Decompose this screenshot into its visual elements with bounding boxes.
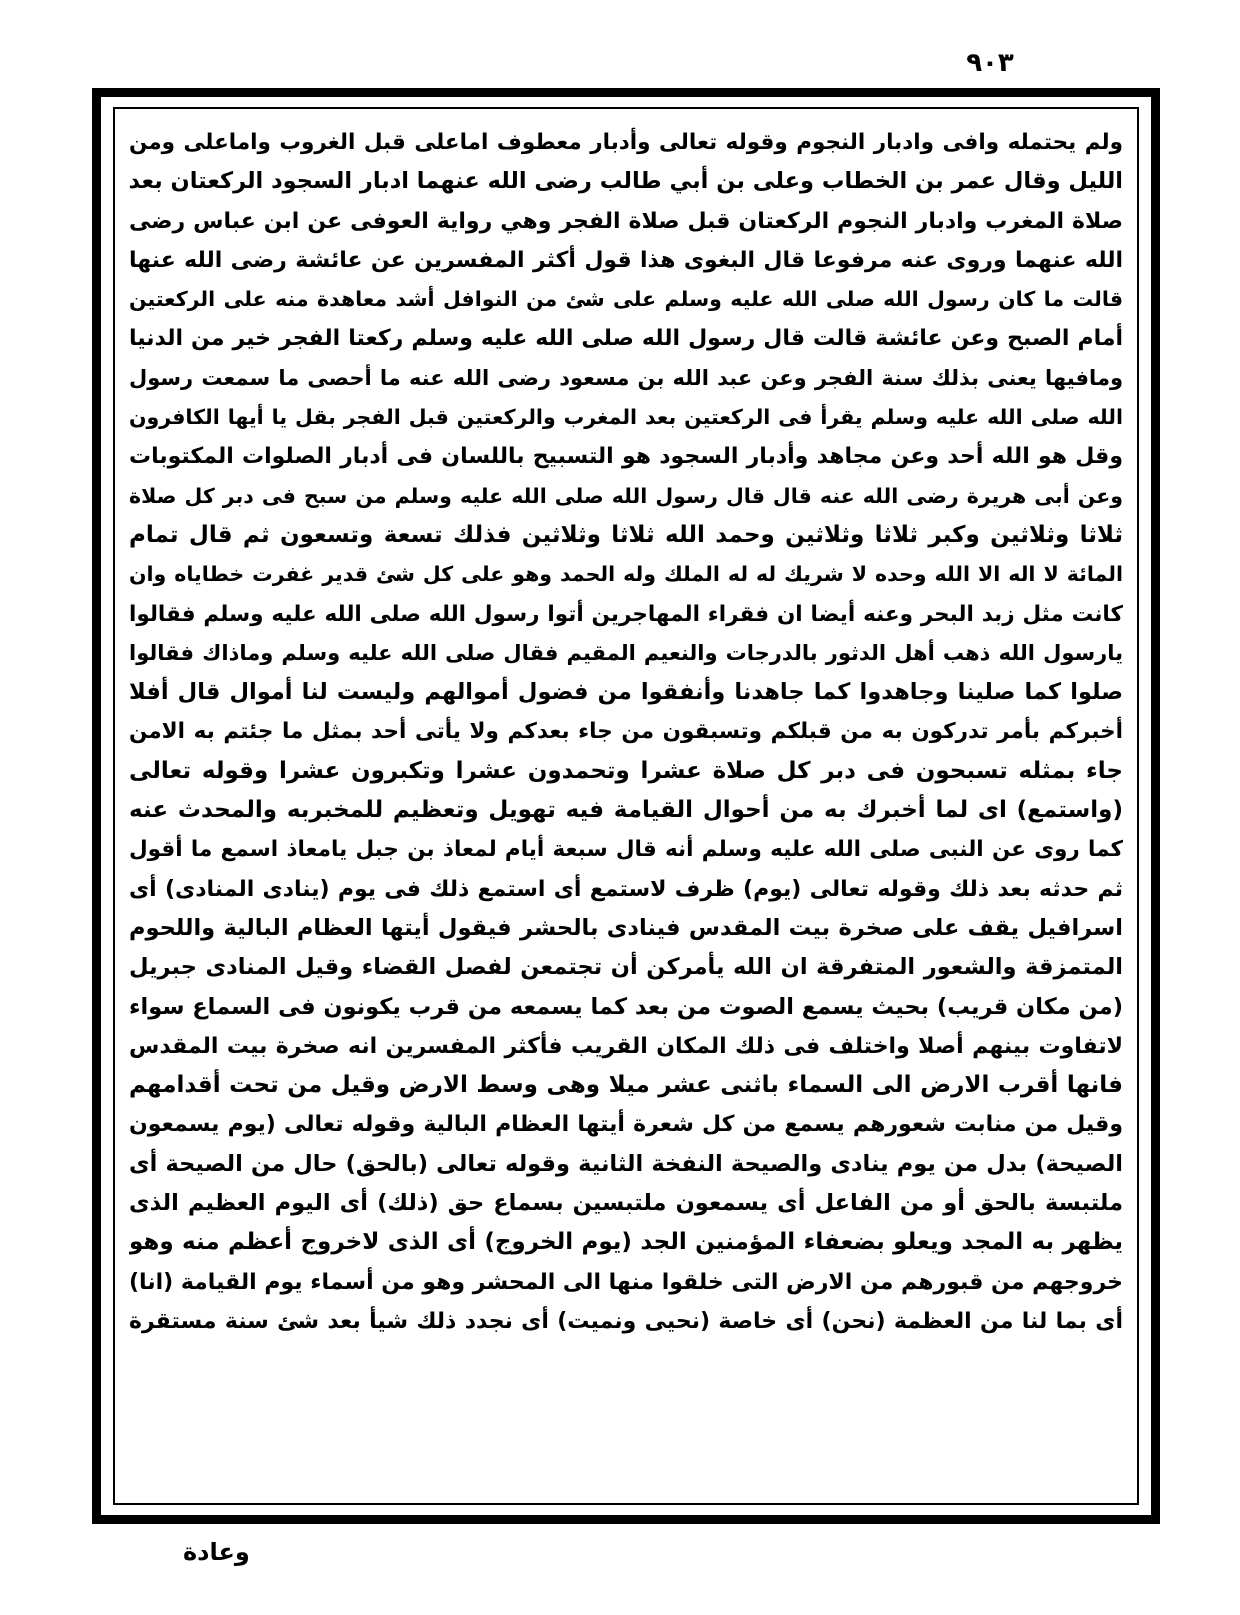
text-line: خروجهم من قبورهم من الارض التى خلقوا منها الى المحشر وهو من أسماء يوم القيامة (انا) bbox=[129, 1269, 1123, 1295]
text-line: (واستمع) اى لما أخبرك به من أحوال القيامة فيه تهويل وتعظيم للمخبربه والمحدث عنه bbox=[129, 797, 1123, 824]
text-line: ملتبسة بالحق أو من الفاعل أى يسمعون ملتبسين بسماع حق (ذلك) أى اليوم العظيم الذى bbox=[129, 1190, 1123, 1217]
text-line: أى بما لنا من العظمة (نحن) أى خاصة (نحيى ونميت) أى نجدد ذلك شيأ بعد شئ سنة مستقرة bbox=[129, 1308, 1123, 1334]
text-line: ثم حدثه بعد ذلك وقوله تعالى (يوم) ظرف لاستمع أى استمع ذلك فى يوم (ينادى المنادى) أى bbox=[129, 876, 1123, 902]
text-line: فانها أقرب الارض الى السماء باثنى عشر ميلا وهى وسط الارض وقيل من تحت أقدامهم bbox=[129, 1072, 1123, 1099]
text-line: كانت مثل زبد البحر وعنه أيضا ان فقراء المهاجرين أتوا رسول الله صلى الله عليه وسلم فقالوا bbox=[129, 601, 1123, 627]
text-line: ومافيها يعنى بذلك سنة الفجر وعن عبد الله بن مسعود رضى الله عنه ما أحصى ما سمعت رسول bbox=[129, 365, 1123, 390]
text-line: يظهر به المجد ويعلو بضعفاء المؤمنين الجد (يوم الخروج) أى الذى لاخروج أعظم منه وهو bbox=[129, 1229, 1123, 1256]
text-line: صلوا كما صلينا وجاهدوا كما جاهدنا وأنفقوا من فضول أموالهم وليست لنا أموال قال أفلا bbox=[129, 679, 1123, 706]
text-line: وعن أبى هريرة رضى الله عنه قال قال رسول الله صلى الله عليه وسلم من سبح فى دبر كل صلاة bbox=[129, 483, 1123, 508]
page-frame bbox=[92, 88, 1160, 1524]
text-body bbox=[129, 123, 1123, 1341]
text-line: كما روى عن النبى صلى الله عليه وسلم أنه قال سبعة أيام لمعاذ بن جبل يامعاذ اسمع ما أقول bbox=[129, 837, 1123, 863]
text-line: لاتفاوت بينهم أصلا واختلف فى ذلك المكان القريب فأكثر المفسرين انه صخرة بيت المقدس bbox=[129, 1033, 1123, 1059]
text-line: جاء بمثله تسبحون فى دبر كل صلاة عشرا وتحمدون عشرا وتكبرون عشرا وقوله تعالى bbox=[129, 757, 1123, 784]
text-line: الله صلى الله عليه وسلم يقرأ فى الركعتين بعد المغرب والركعتين قبل الفجر بقل يا أيها الكافرون bbox=[129, 405, 1123, 430]
text-line: الله عنهما وروى عنه مرفوعا قال البغوى هذا قول أكثر المفسرين عن عائشة رضى الله عنها bbox=[129, 247, 1123, 273]
text-line: وقل هو الله أحد وعن مجاهد وأدبار السجود هو التسبيح باللسان فى أدبار الصلوات المكتوبات bbox=[129, 444, 1123, 470]
text-line: الصيحة) بدل من يوم ينادى والصيحة النفخة الثانية وقوله تعالى (بالحق) حال من الصيحة أى bbox=[129, 1150, 1123, 1177]
text-line: المائة لا اله الا الله وحده لا شريك له له الملك وله الحمد وهو على كل شئ قدير غفرت خطاياه وان bbox=[129, 562, 1123, 587]
catchword: وعادة bbox=[183, 1538, 250, 1566]
text-frame bbox=[113, 107, 1139, 1505]
text-line: (من مكان قريب) بحيث يسمع الصوت من بعد كما يسمعه من قرب يكونون فى السماع سواء bbox=[129, 993, 1123, 1020]
text-line: ثلاثا وثلاثين وكبر ثلاثا وثلاثين وحمد الله ثلاثا وثلاثين فذلك تسعة وتسعون ثم قال تمام bbox=[129, 521, 1123, 548]
text-line: المتمزقة والشعور المتفرقة ان الله يأمركن أن تجتمعن لفصل القضاء وقيل المنادى جبريل bbox=[129, 954, 1123, 981]
text-line: قالت ما كان رسول الله صلى الله عليه وسلم على شئ من النوافل أشد معاهدة منه على الركعتين bbox=[129, 287, 1123, 312]
text-line: وقيل من منابت شعورهم يسمع من كل شعرة أيتها العظام البالية وقوله تعالى (يوم يسمعون bbox=[129, 1112, 1123, 1138]
text-line: يارسول الله ذهب أهل الدثور بالدرجات والنعيم المقيم فقال صلى الله عليه وسلم وماذاك فقالوا bbox=[129, 640, 1123, 665]
text-line: ولم يحتمله وافى وادبار النجوم وقوله تعالى وأدبار معطوف اماعلى قبل الغروب واماعلى ومن bbox=[129, 130, 1123, 155]
text-line: اسرافيل يقف على صخرة بيت المقدس فينادى بالحشر فيقول أيتها العظام البالية واللحوم bbox=[129, 914, 1123, 941]
text-line: أخبركم بأمر تدركون به من قبلكم وتسبقون من جاء بعدكم ولا يأتى أحد بمثل ما جئتم به الامن bbox=[129, 719, 1123, 745]
text-line: أمام الصبح وعن عائشة قالت قال رسول الله صلى الله عليه وسلم ركعتا الفجر خير من الدنيا bbox=[129, 326, 1123, 352]
text-line: الليل وقال عمر بن الخطاب وعلى بن أبي طالب رضى الله عنهما ادبار السجود الركعتان بعد bbox=[129, 168, 1123, 195]
page-number: ٩٠٣ bbox=[966, 48, 1014, 78]
text-line: صلاة المغرب وادبار النجوم الركعتان قبل صلاة الفجر وهي رواية العوفى عن ابن عباس رضى bbox=[129, 208, 1123, 234]
